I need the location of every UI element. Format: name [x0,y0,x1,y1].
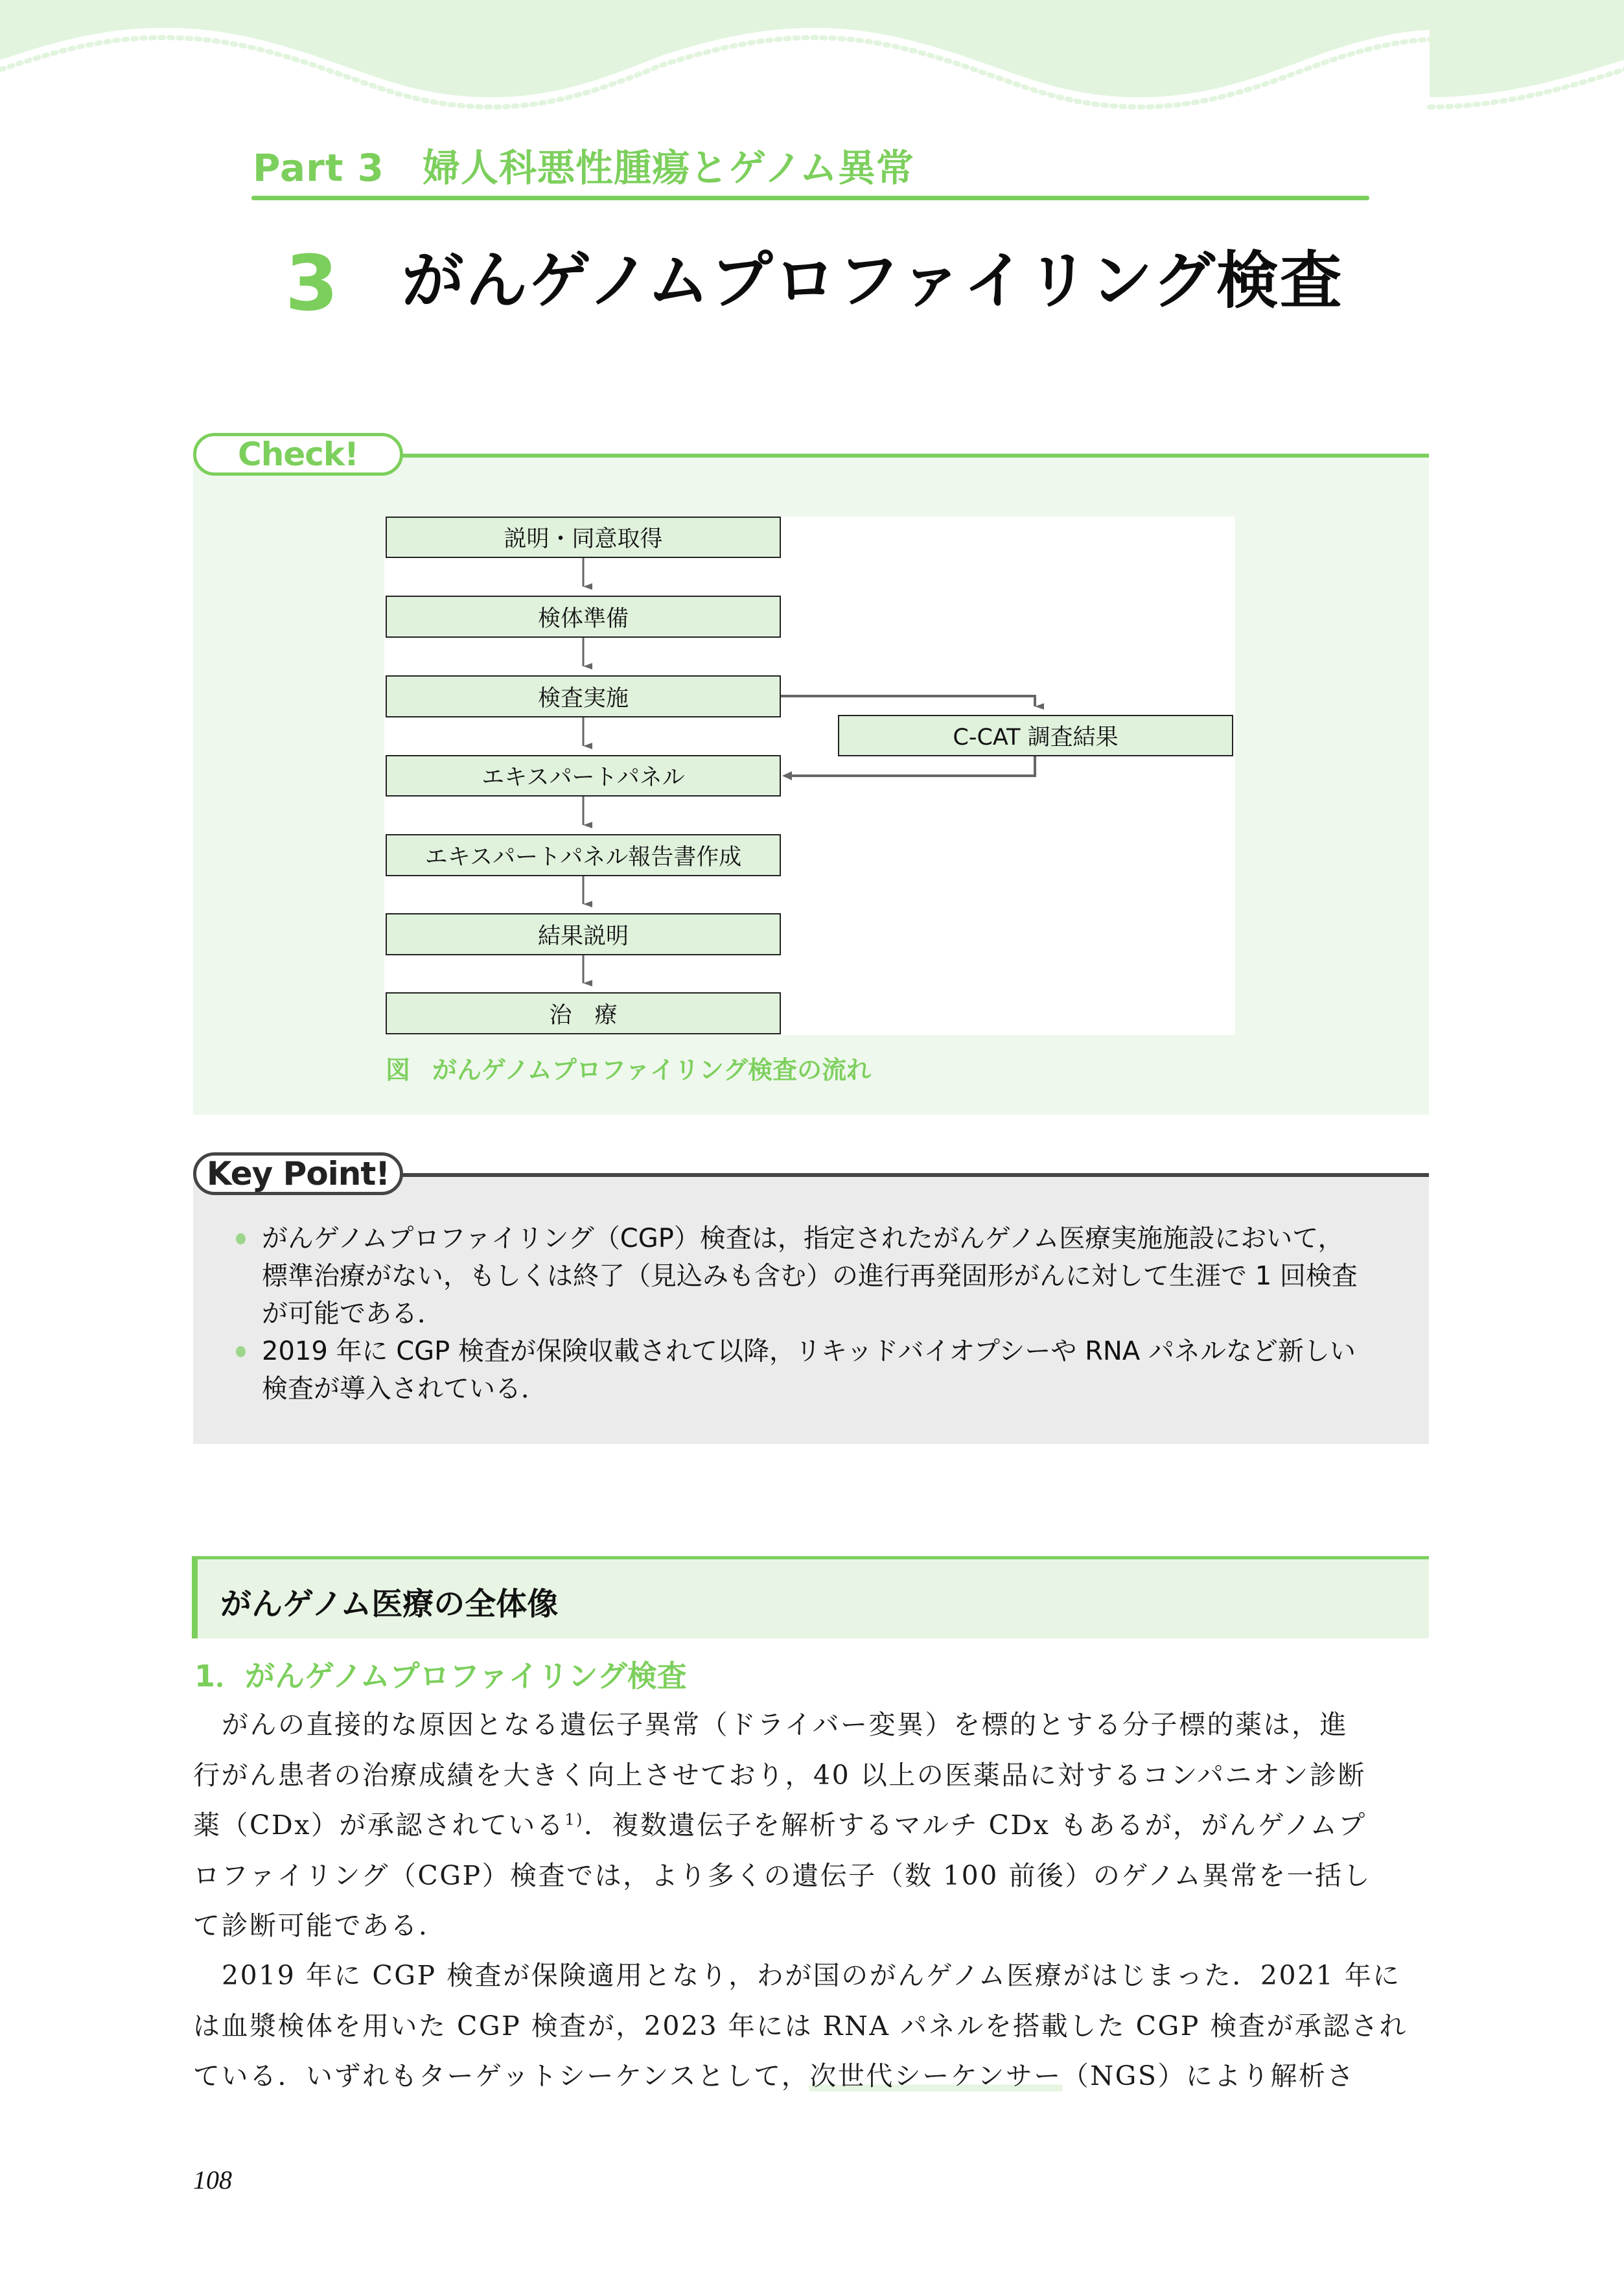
flow-step-result-explanation: 結果説明 [386,913,781,955]
chapter-number: 3 [285,239,339,328]
body-line: は血漿検体を用いた CGP 検査が，2023 年には RNA パネルを搭載した CGP 検査が承認され [193,2010,1408,2042]
key-point-divider [402,1173,1429,1177]
body-line [193,1800,1429,1851]
figure-label: 図 [386,1056,411,1084]
check-tab: Check! [193,433,403,476]
footnote-ref[interactable]: 1) [564,1810,585,1829]
part-divider [251,196,1369,200]
flow-step-expert-panel: エキスパートパネル [386,755,781,797]
body-line: 行がん患者の治療成績を大きく向上させており，40 以上の医薬品に対するコンパニオン診断 [193,1759,1366,1791]
glossary-term-ngs[interactable]: 次世代シーケンサー [809,2060,1062,2091]
key-point-text: 標準治療がない，もしくは終了（見込みも含む）の進行再発固形がんに対して生涯で 1 回検査 [262,1261,1358,1291]
figure-caption [386,1050,871,1086]
key-point-tab: Key Point! [193,1152,403,1195]
body-line: て診断可能である． [193,1910,447,1941]
body-line [193,2051,1429,2102]
subsection-title: 1．がんゲノムプロファイリング検査 [194,1659,687,1694]
body-paragraph-2 [193,1951,1429,2102]
page-number: 108 [193,2165,232,2194]
flow-step-specimen-prep: 検体準備 [386,596,781,638]
flow-step-testing: 検査実施 [386,675,781,717]
part-label: Part 3 婦人科悪性腫瘍とゲノム異常 [253,146,914,190]
key-point-text: 2019 年に CGP 検査が保険収載されて以降，リキッドバイオプシーや RNA パネルなど新しい [262,1336,1356,1366]
body-text: ．複数遺伝子を解析するマルチ CDx もあるが，がんゲノムプ [584,1810,1367,1841]
section-heading-accent [192,1556,198,1638]
body-paragraph-1 [193,1700,1429,1951]
chapter-title: がんゲノムプロファイリング検査 [402,244,1343,317]
key-point-list [233,1220,1400,1408]
body-text: ている．いずれもターゲットシーケンスとして， [193,2060,810,2091]
check-divider [402,454,1429,458]
flow-step-ccat-results: C-CAT 調査結果 [838,715,1233,756]
body-text: （NGS）により解析さ [1061,2060,1355,2091]
flow-step-treatment: 治 療 [386,992,781,1034]
section-title: がんゲノム医療の全体像 [220,1586,559,1622]
key-point-text: 検査が導入されている． [262,1374,547,1404]
flow-step-report: エキスパートパネル報告書作成 [386,834,781,876]
body-line: 2019 年に CGP 検査が保険適用となり，わが国のがんゲノム医療がはじまった．2021 年に [222,1960,1401,1991]
wave-header-decoration [0,0,1624,117]
key-point-text: がんゲノムプロファイリング（CGP）検査は，指定されたがんゲノム医療実施施設において， [262,1224,1344,1253]
figure-caption-text: がんゲノムプロファイリング検査の流れ [432,1056,872,1084]
key-point-text: が可能である． [262,1299,443,1329]
flow-step-consent: 説明・同意取得 [386,517,781,558]
body-line: がんの直接的な原因となる遺伝子異常（ドライバー変異）を標的とする分子標的薬は，進 [222,1709,1348,1740]
key-point-item [233,1220,1400,1333]
key-point-item [233,1333,1400,1408]
body-text: 薬（CDx）が承認されている [193,1810,565,1841]
body-line: ロファイリング（CGP）検査では，より多くの遺伝子（数 100 前後）のゲノム異常を一括し [193,1859,1372,1891]
